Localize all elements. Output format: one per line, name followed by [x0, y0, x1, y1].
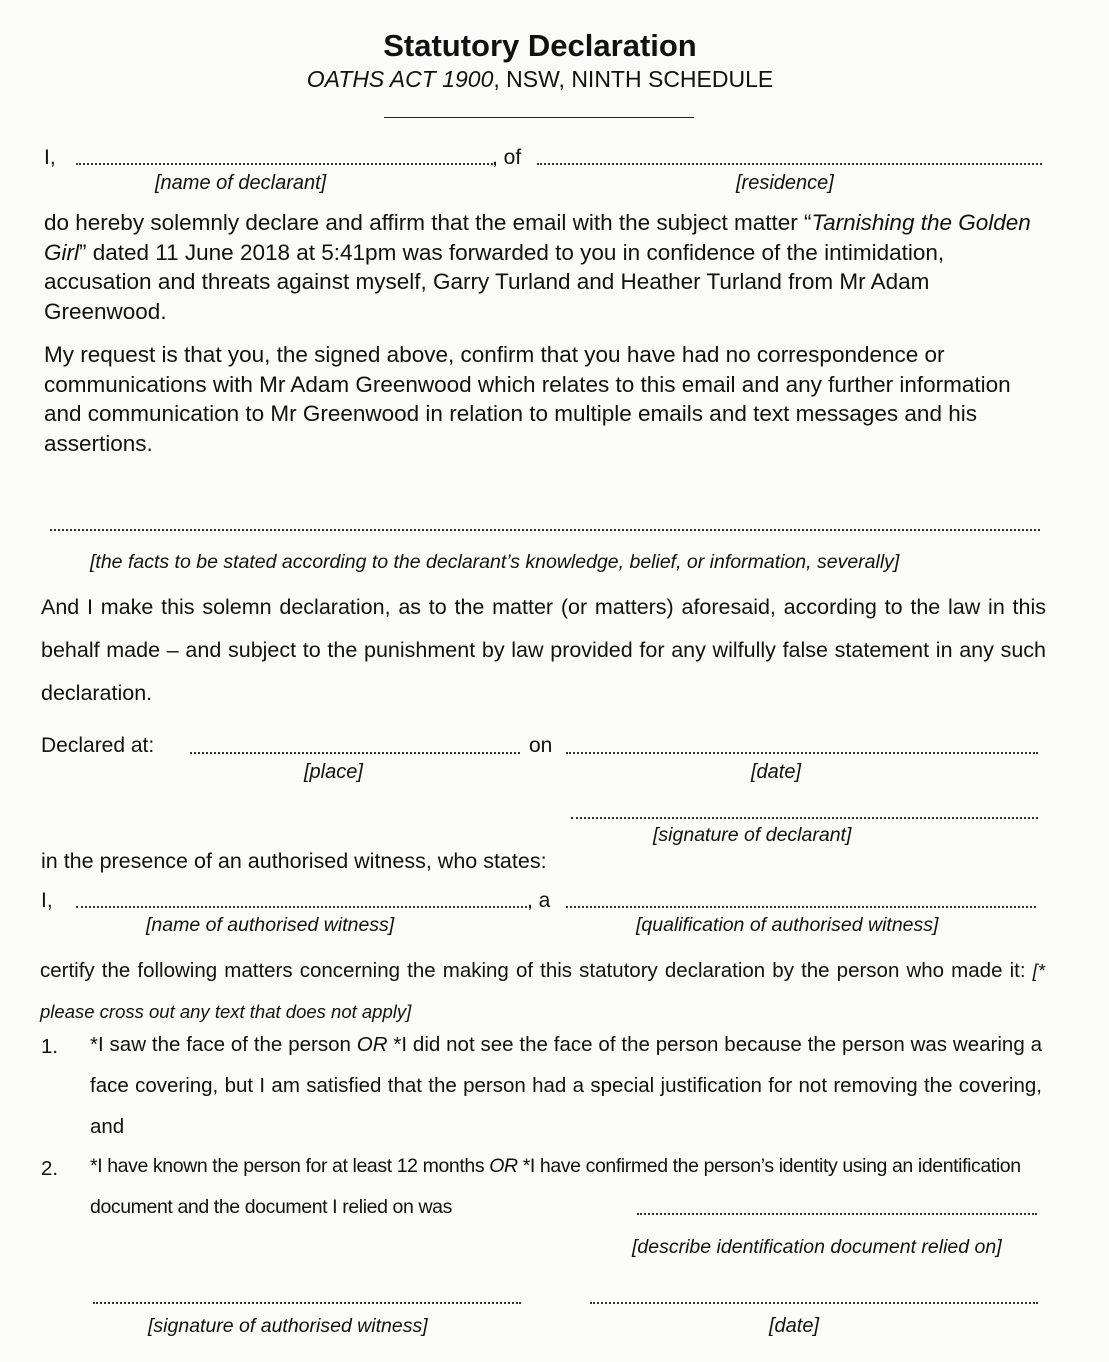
title-divider [384, 117, 694, 118]
place-field[interactable] [190, 752, 520, 754]
item-2-or: OR [489, 1155, 518, 1177]
para1-start: do hereby solemnly declare and affirm that the email with the subject matter “ [44, 210, 812, 235]
witness-name-caption: [name of authorised witness] [146, 914, 395, 936]
identification-document-field[interactable] [637, 1213, 1037, 1215]
jurisdiction: , NSW, NINTH SCHEDULE [493, 66, 774, 92]
solemn-declaration: And I make this solemn declaration, as to the matter (or matters) aforesaid, according to the law in this behalf made – and subject to the punishment by law provided for any wilfully false statement in any such declaration. [41, 595, 1046, 705]
date-field[interactable] [566, 752, 1038, 754]
witness-name-field[interactable] [76, 906, 531, 908]
witness-date-caption: [date] [769, 1315, 820, 1337]
declarant-signature-caption: [signature of declarant] [653, 824, 852, 846]
item-2-number: 2. [41, 1157, 59, 1180]
facts-field[interactable] [50, 529, 1040, 531]
email-subject: Tarnishing the Golden Girl [44, 210, 1031, 265]
declared-at-label: Declared at: [41, 734, 155, 757]
declaration-paragraph [44, 208, 1044, 326]
act-name: OATHS ACT 1900 [306, 66, 494, 92]
residence-field[interactable] [537, 163, 1042, 165]
witness-signature-field[interactable] [93, 1302, 521, 1304]
item-1-part1: *I saw the face of the person [90, 1033, 357, 1056]
document-title: Statutory Declaration [383, 28, 697, 63]
certify-note: [* please cross out any text that does not apply] [40, 960, 1045, 1022]
witness-qualification-caption: [qualification of authorised witness] [636, 914, 939, 936]
item-1-number: 1. [41, 1035, 59, 1058]
item-2-part1: *I have known the person for at least 12 months [90, 1155, 490, 1177]
item-1-text [90, 1024, 1042, 1147]
item-1-or: OR [356, 1033, 388, 1056]
a-label: , a [527, 889, 551, 912]
declarant-signature-field[interactable] [571, 817, 1038, 819]
request-text: My request is that you, the signed above, confirm that you have had no correspondence or communications with Mr Adam Greenwood which relates to this email and any further information and communication to Mr Greenwood in relation to multiple emails and text messages and his assertions. [44, 342, 1011, 456]
document-subtitle [0, 66, 1080, 93]
declarant-name-caption: [name of declarant] [155, 172, 327, 194]
witness-date-field[interactable] [590, 1302, 1038, 1304]
item-1-part2: *I did not see the face of the person because the person was wearing a face covering, but I am satisfied that the person had a special justification for not removing the covering, and [90, 1033, 1042, 1138]
request-paragraph [44, 340, 1044, 458]
item-2-text [90, 1146, 1070, 1228]
place-caption: [place] [304, 761, 363, 783]
of-label: , of [492, 146, 522, 169]
identification-document-caption: [describe identification document relied on] [632, 1236, 1002, 1258]
witness-qualification-field[interactable] [566, 906, 1036, 908]
witness-prefix: I, [41, 889, 53, 912]
witness-signature-caption: [signature of authorised witness] [148, 1315, 428, 1337]
item-2-part2: *I have confirmed the person’s identity using an identification document and the document I relied on was [90, 1155, 1021, 1218]
residence-caption: [residence] [736, 172, 834, 194]
date-caption: [date] [751, 761, 802, 783]
declarant-prefix: I, [44, 146, 56, 169]
certify-statement: certify the following matters concerning the making of this statutory declaration by the person who made it: [40, 959, 1026, 982]
witness-presence: in the presence of an authorised witness, who states: [41, 849, 547, 873]
facts-caption: [the facts to be stated according to the declarant’s knowledge, belief, or information, severally] [90, 551, 900, 573]
on-label: on [529, 734, 553, 757]
para1-end: ” dated 11 June 2018 at 5:41pm was forwarded to you in confidence of the intimidation, accusation and threats against myself, Garry Turland and Heather Turland from Mr Adam Greenwood. [44, 239, 945, 324]
declarant-name-field[interactable] [76, 163, 496, 165]
certify-text [40, 950, 1045, 1032]
